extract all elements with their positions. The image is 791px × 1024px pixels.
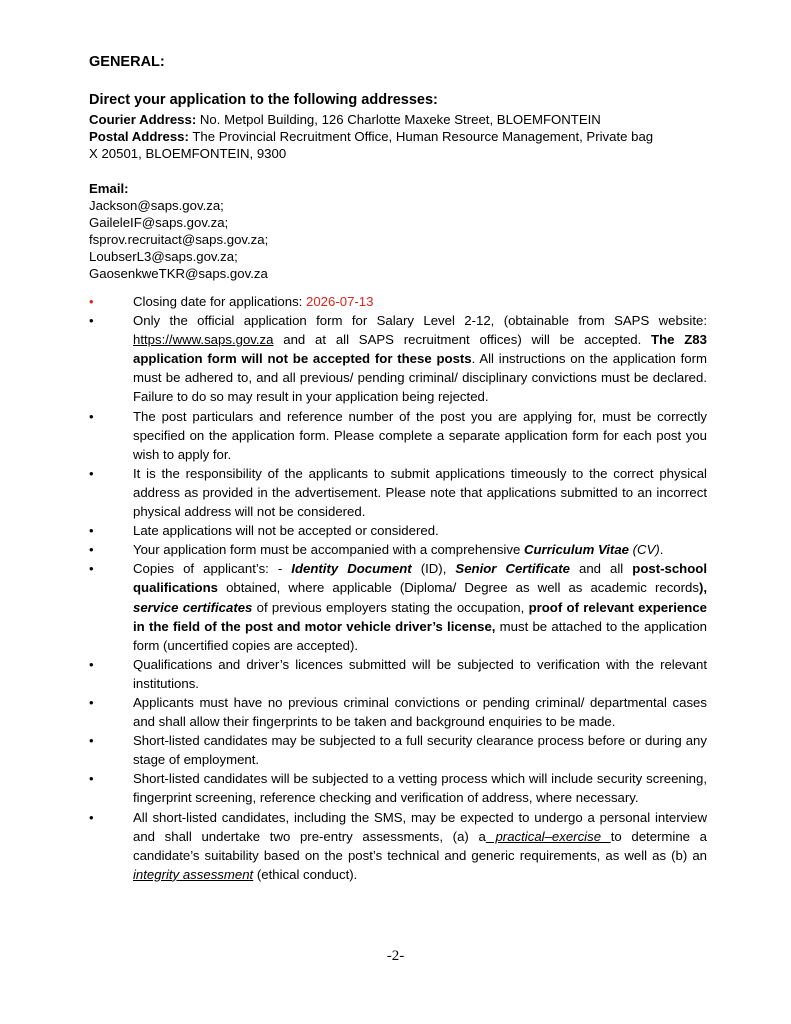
- bullet-icon: •: [89, 733, 94, 749]
- list-item: • All short-listed candidates, including the SMS, may be expected to undergo a personal interview and shall undertake two pre-entry assessments, (a) a practical–exercise to determine a candidate’s suitability based on the post’s technical and generic requirements, as well as (b) an integrity assessment (ethical conduct).: [89, 809, 708, 882]
- email-address[interactable]: GaosenkweTKR@saps.gov.za: [89, 266, 268, 281]
- email-address[interactable]: LoubserL3@saps.gov.za;: [89, 249, 238, 264]
- list-item: • Applicants must have no previous criminal convictions or pending criminal/ departmental cases and shall allow their fingerprints to be taken and background enquiries to be made.: [89, 694, 707, 730]
- email-address[interactable]: GaileleIF@saps.gov.za;: [89, 215, 229, 230]
- bullet-icon: •: [89, 294, 94, 309]
- page-number: -2-: [386, 948, 405, 964]
- bullet-icon: •: [89, 809, 94, 825]
- postal-label: Postal Address:: [89, 129, 189, 144]
- postal-address: [89, 128, 653, 145]
- list-item: • The post particulars and reference number of the post you are applying for, must be correctly specified on the application form. Please complete a separate application form for each post you wish to apply for.: [89, 408, 707, 462]
- list-item: • It is the responsibility of the applicants to submit applications timeously to the correct physical address as provided in the advertisement. Please note that applications submitted to an incorrect physical address will not be considered.: [89, 465, 707, 520]
- postal-address-line2: X 20501, BLOEMFONTEIN, 9300: [89, 146, 287, 161]
- list-item: • Qualifications and driver’s licences submitted will be subjected to verification with the relevant institutions.: [89, 656, 707, 691]
- email-address[interactable]: fsprov.recruitact@saps.gov.za;: [89, 232, 269, 247]
- bullet-icon: •: [89, 561, 94, 577]
- saps-website-link[interactable]: https://www.saps.gov.za: [133, 332, 274, 348]
- list-item: • Short-listed candidates will be subjected to a vetting process which will include security screening, fingerprint screening, reference checking and verification of address, where necessary.: [89, 771, 707, 806]
- list-item: • Late applications will not be accepted or considered.: [89, 521, 707, 540]
- courier-label: Courier Address:: [89, 112, 197, 127]
- list-item: • Copies of applicant’s: - Identity Document (ID), Senior Certificate and all post-school qualifications obtained, where applicable (Diploma/ Degree as well as academic records), service certificates of previous employers stating the occupation, proof of relevant experience in the field of the post and motor vehicle driver’s license, must be attached to the application form (uncertified copies are accepted).: [89, 561, 707, 653]
- bullet-icon: •: [89, 408, 94, 424]
- requirements-list: [89, 292, 707, 884]
- list-item: • Closing date for applications: 2026-07-13: [89, 292, 707, 311]
- list-item: • Only the official application form for Salary Level 2-12, (obtainable from SAPS website: https://www.saps.gov.za and at all SAPS recruitment offices) will be accepted. The Z83 application form will not be accepted for these posts. All instructions on the application form must be adhered to, and all previous/ pending criminal/ disciplinary convictions must be declared. Failure to do so may result in your application being rejected.: [89, 313, 707, 405]
- email-address[interactable]: Jackson@saps.gov.za;: [89, 198, 224, 213]
- bullet-icon: •: [89, 771, 94, 787]
- list-item: • Short-listed candidates may be subjected to a full security clearance process before or during any stage of employment.: [89, 733, 707, 768]
- bullet-icon: •: [89, 542, 94, 558]
- bullet-icon: •: [89, 694, 94, 710]
- courier-address: [89, 111, 601, 128]
- addresses-heading: Direct your application to the following addresses:: [89, 92, 438, 108]
- bullet-icon: •: [89, 656, 94, 672]
- bullet-icon: •: [89, 465, 94, 481]
- bullet-icon: •: [89, 313, 94, 329]
- email-heading: Email:: [89, 181, 129, 196]
- general-heading: GENERAL:: [89, 54, 165, 70]
- courier-value: No. Metpol Building, 126 Charlotte Maxeke Street, BLOEMFONTEIN: [196, 112, 601, 127]
- closing-date: 2026-07-13: [306, 294, 374, 309]
- postal-value-line1: The Provincial Recruitment Office, Human Resource Management, Private bag: [188, 129, 654, 144]
- bullet-icon: •: [89, 523, 94, 539]
- list-item: • Your application form must be accompanied with a comprehensive Curriculum Vitae (CV).: [89, 540, 707, 559]
